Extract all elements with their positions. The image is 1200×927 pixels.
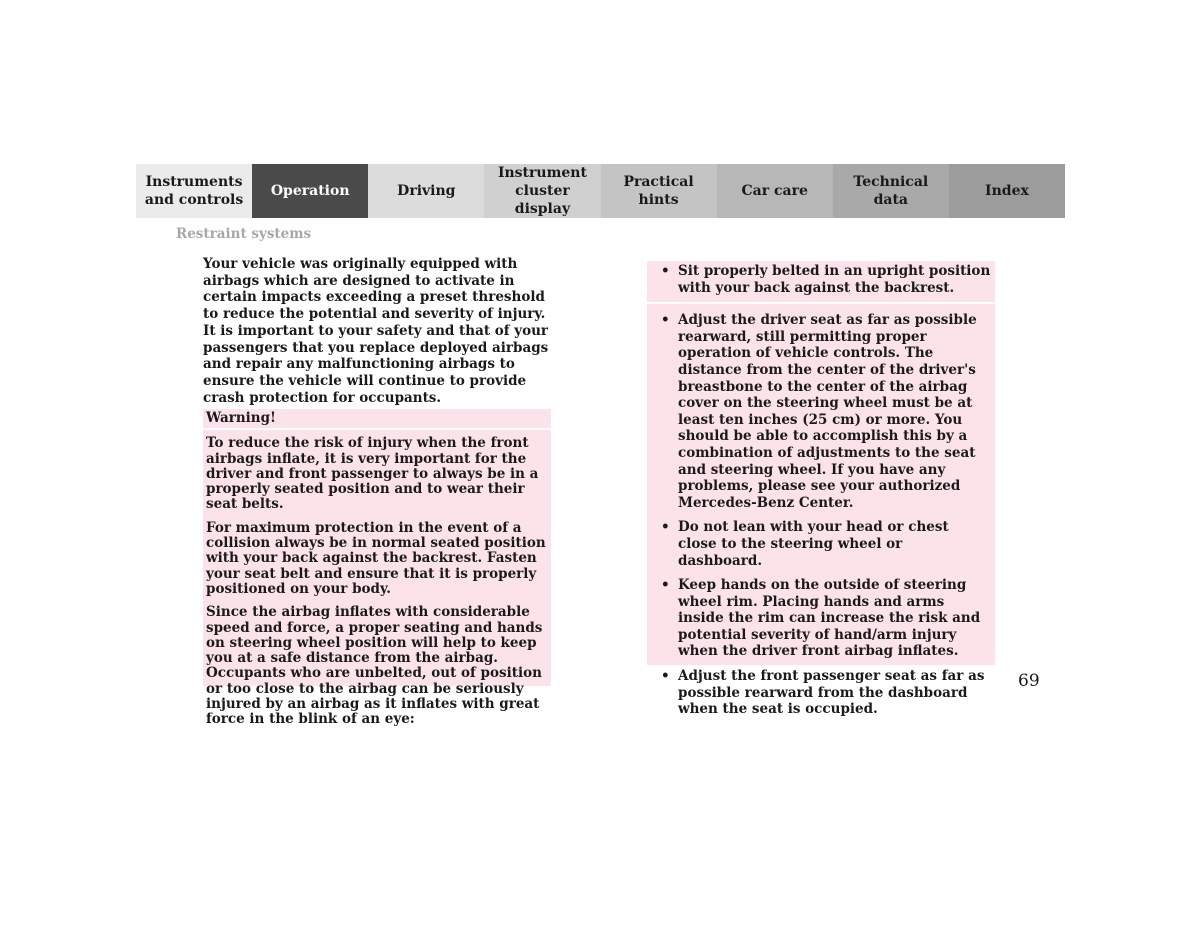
tab-instrument-cluster-display[interactable]: [484, 164, 600, 218]
warning-paragraph: Since the airbag inflates with considerable speed and force, a proper seating and hands on steering wheel position will help to keep you at a safe distance from the airbag. Occupants who are unbelted, out of position or too close to the airbag can be seriously injured by an airbag as it inflates with great force in the blink of an eye:: [206, 604, 543, 728]
bullet-item: • Keep hands on the outside of steering wheel rim. Placing hands and arms inside the rim can increase the risk and potential severity of hand/arm injury when the driver front airbag inflates.: [651, 577, 991, 660]
tab-label: Practical hints: [623, 174, 694, 208]
tab-label: Instruments and controls: [144, 174, 244, 208]
chapter-tab-bar: [136, 164, 1065, 218]
tab-practical-hints[interactable]: [601, 164, 717, 218]
tab-technical-data[interactable]: [833, 164, 949, 218]
tab-label: Technical data: [853, 174, 929, 208]
page-number: 69: [1018, 671, 1040, 691]
tab-index[interactable]: [949, 164, 1065, 218]
bullet-item: • Adjust the front passenger seat as far as possible rearward from the dashboard when the seat is occupied.: [651, 668, 991, 718]
tab-car-care[interactable]: [717, 164, 833, 218]
tab-label: Index: [985, 183, 1029, 199]
section-title: Restraint systems: [176, 226, 312, 242]
warning-paragraph: For maximum protection in the event of a collision always be in normal seated position with your back against the backrest. Fasten your seat belt and ensure that it is properly positioned on your body.: [206, 519, 546, 597]
tab-operation[interactable]: [252, 164, 368, 218]
tab-label: Car care: [741, 183, 808, 199]
warning-title: Warning!: [203, 411, 551, 430]
warning-box: [203, 409, 551, 728]
tab-driving[interactable]: [368, 164, 484, 218]
tab-label: Driving: [397, 183, 456, 199]
bullet-item: • Sit properly belted in an upright position with your back against the backrest.: [647, 263, 995, 304]
bullet-item: • Adjust the driver seat as far as possible rearward, still permitting proper operation of vehicle controls. The distance from the center of the driver's breastbone to the center of the airbag cover on the steering wheel must be at least ten inches (25 cm) or more. You should be able to accomplish this by a combination of adjustments to the seat and steering wheel. If you have any problems, please see your authorized Mercedes-Benz Center.: [651, 312, 991, 511]
tab-label: Instrument cluster display: [497, 165, 587, 217]
bullet-item: • Do not lean with your head or chest close to the steering wheel or dashboard.: [651, 519, 991, 569]
warning-paragraph: To reduce the risk of injury when the front airbags inflate, it is very important for the driver and front passenger to always be in a properly seated position and to wear their seat belts.: [206, 435, 539, 513]
tab-label: Operation: [270, 183, 350, 199]
tab-instruments-and-controls[interactable]: [136, 164, 252, 218]
seating-guidelines-box: [647, 261, 995, 718]
intro-paragraph: Your vehicle was originally equipped with airbags which are designed to activate in certain impacts exceeding a preset threshold to reduce the potential and severity of injury. It is important to your safety and that of your passengers that you replace deployed airbags and repair any malfunctioning airbags to ensure the vehicle will continue to provide crash protection for occupants.: [203, 256, 549, 406]
